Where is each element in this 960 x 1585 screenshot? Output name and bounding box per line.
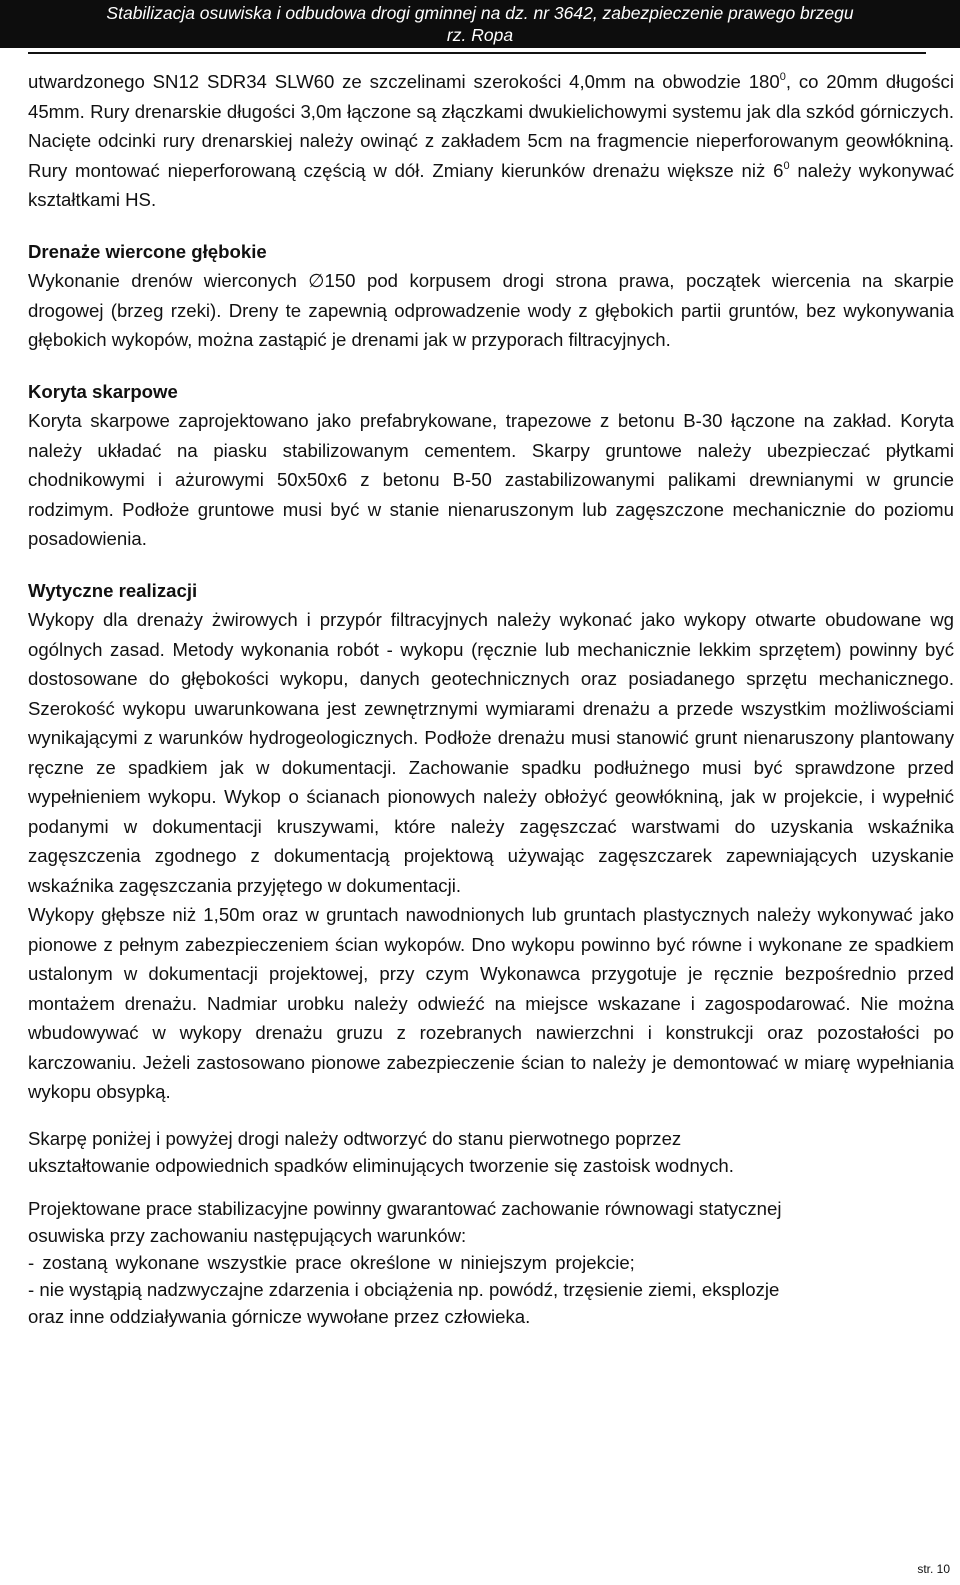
degree-superscript: 0 [779, 71, 786, 83]
projektowane-line-5: oraz inne oddziaływania górnicze wywołane przez człowieka. [28, 1305, 531, 1327]
section-heading-koryta: Koryta skarpowe [28, 380, 178, 402]
header-title-line1: Stabilizacja osuwiska i odbudowa drogi gminnej na dz. nr 3642, zabezpieczenie prawego brzegu [106, 3, 854, 23]
koryta-paragraph: Koryta skarpowe zaprojektowano jako prefabrykowane, trapezowe z betonu B-30 łączone na zakład. Koryta należy układać na piasku stabilizowanym cementem. Skarpy gruntowe należy ubezpieczać płytkami chodnikowymi i ażurowymi 50x50x6 z betonu B-50 zastabilizowanymi palikami drewnianymi w gruncie rodzimym. Podłoże gruntowe musi być w stanie nienaruszonym lub zagęszczone mechanicznie do poziomu posadowienia. [28, 410, 954, 549]
intro-text-a: utwardzonego SN12 SDR34 SLW60 ze szczelinami szerokości 4,0mm na obwodzie 180 [28, 71, 780, 92]
page-header [0, 0, 960, 48]
skarpa-line-2: ukształtowanie odpowiednich spadków eliminujących tworzenie się zastoisk wodnych. [28, 1154, 734, 1176]
wytyczne-paragraph-1: Wykopy dla drenaży żwirowych i przypór filtracyjnych należy wykonać jako wykopy otwarte obudowane wg ogólnych zasad. Metody wykonania robót - wykopu (ręcznie lub mechanicznie lekkim sprzętem) powinny być dostosowane do głębokości wykopu, danych geotechnicznych oraz posiadanego sprzętu mechanicznego. Szerokość wykopu uwarunkowana jest zewnętrznymi wymiarami drenażu a przede wszystkim możliwościami wynikającymi z warunków hydrogeologicznych. Podłoże drenażu musi stanowić grunt nienaruszony plantowany ręczne ze spadkiem jak w dokumentacji. Zachowanie spadku podłużnego musi być sprawdzone przed wypełnieniem wykopu. Wykop o ścianach pionowych należy obłożyć geowłókniną, jak w projekcie, i wypełnić podanymi w dokumentacji kruszywami, które należy zagęszczać warstwami do uzyskania wskaźnika zagęszczenia zgodnego z dokumentacją projektową używając zagęszczarek zapewniających uzyskanie wskaźnika zagęszczania przyjętego w dokumentacji. [28, 609, 954, 896]
projektowane-line-3: - zostaną wykonane wszystkie prace określone w niniejszym projekcie; [28, 1251, 635, 1273]
drenaze-text-a: Wykonanie drenów wierconych [28, 270, 309, 291]
header-divider [28, 52, 926, 54]
diameter-symbol: ∅ [308, 270, 325, 291]
drenaze-text-b: 150 pod korpusem drogi strona prawa, początek wiercenia na skarpie drogowej (brzeg rzeki). Dreny te zapewnią odprowadzenie wody z głębokich partii gruntów, bez wykonywania głębokich wykopów, można zastąpić je drenami jak w przyporach filtracyjnych. [28, 270, 954, 350]
drenaze-paragraph [28, 266, 954, 355]
intro-paragraph [28, 67, 954, 215]
wytyczne-paragraph-2: Wykopy głębsze niż 1,50m oraz w gruntach nawodnionych lub gruntach plastycznych należy wykonywać jako pionowe z pełnym zabezpieczeniem ścian wykopów. Dno wykopu powinno być równe i wykonane ze spadkiem ustalonym w dokumentacji projektowej, przy czym Wykonawca przygotuje je ręcznie bezpośrednio przed montażem drenażu. Nadmiar urobku należy odwieźć na miejsce wskazane i zagospodarować. Nie można wbudowywać w wykopy drenażu gruzu z rozebranych nawierzchni i konstrukcji oraz pozostałości po karczowaniu. Jeżeli zastosowano pionowe zabezpieczenie ścian to należy je demontować w miarę wypełniania wykopu obsypką. [28, 904, 954, 1102]
intro-text-b: , co 20mm długości 45mm. Rury drenarskie długości 3,0m łączone są złączkami dwukielichowymi systemu jak dla szkód górniczych. Nacięte odcinki rury drenarskiej należy owinąć z zakładem 5cm na fragmencie nieperforowanym geowłókniną. Rury montować nieperforowaną częścią w dół. Zmiany kierunków drenażu większe niż 6 [28, 71, 954, 181]
section-heading-wytyczne: Wytyczne realizacji [28, 579, 198, 601]
projektowane-line-4: - nie wystąpią nadzwyczajne zdarzenia i obciążenia np. powódź, trzęsienie ziemi, eksplozje [28, 1278, 780, 1300]
section-heading-drenaze: Drenaże wiercone głębokie [28, 240, 267, 262]
degree-superscript: 0 [783, 159, 790, 172]
projektowane-line-2: osuwiska przy zachowaniu następujących warunków: [28, 1224, 467, 1246]
intro-text-c: należy wykonywać kształtkami HS. [28, 159, 954, 210]
page-number: str. 10 [917, 1562, 950, 1576]
projektowane-line-1: Projektowane prace stabilizacyjne powinny gwarantować zachowanie równowagi statycznej [28, 1197, 782, 1219]
header-title-line2: rz. Ropa [446, 25, 514, 45]
document-body [28, 67, 954, 1330]
skarpa-line-1: Skarpę poniżej i powyżej drogi należy odtworzyć do stanu pierwotnego poprzez [28, 1127, 682, 1149]
